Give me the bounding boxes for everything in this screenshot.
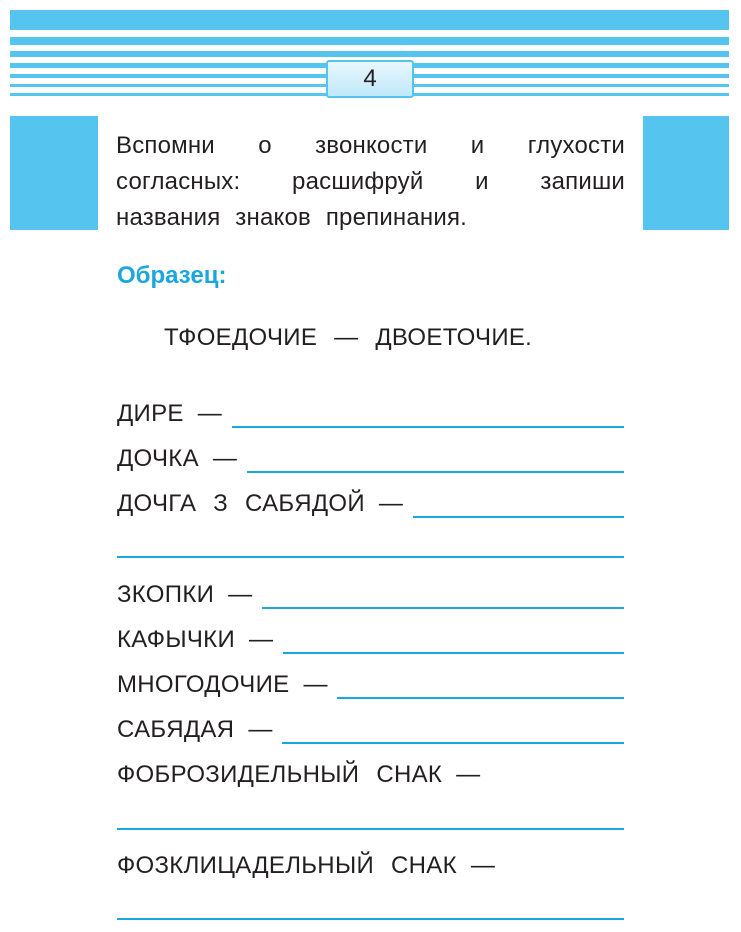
answer-line[interactable] [413, 492, 624, 518]
encoded-word: ДИРЕ [117, 400, 184, 427]
answer-row [117, 388, 624, 428]
encoded-word: САБЯДАЯ [117, 716, 235, 743]
answer-row [117, 704, 624, 744]
task-number [326, 60, 414, 98]
sample-example: ТФОЕДОЧИЕ — ДВОЕТОЧИЕ. [164, 324, 533, 351]
answer-row [117, 840, 624, 880]
dash: — [378, 490, 403, 517]
dash: — [197, 400, 222, 427]
dash: — [228, 581, 253, 608]
answer-row [117, 478, 624, 518]
answer-line[interactable] [247, 447, 624, 473]
answer-line-continuation[interactable] [117, 556, 624, 558]
encoded-word: МНОГОДОЧИЕ [117, 671, 290, 698]
task-instructions [98, 116, 643, 230]
answer-line[interactable] [117, 918, 624, 920]
dash: — [470, 852, 495, 879]
encoded-word: ЗКОПКИ [117, 581, 215, 608]
answer-line[interactable] [262, 583, 624, 609]
answer-line[interactable] [337, 673, 624, 699]
answer-line[interactable] [117, 828, 624, 830]
encoded-word: ФОЗКЛИЦАДЕЛЬНЫЙ СНАК [117, 852, 457, 879]
answer-line[interactable] [283, 628, 624, 654]
encoded-word: ДОЧКА [117, 445, 199, 472]
task-line: согласных: расшифруй и запиши [116, 168, 625, 195]
dash: — [212, 445, 237, 472]
task-line: Вспомни о звонкости и глухости [116, 132, 625, 159]
encoded-word: ФОБРОЗИДЕЛЬНЫЙ СНАК [117, 761, 443, 788]
task-line: названия знаков препинания. [116, 204, 468, 231]
dash: — [456, 761, 481, 788]
answer-row [117, 614, 624, 654]
dash: — [248, 716, 273, 743]
answer-row [117, 749, 624, 789]
task-number-text: 4 [363, 65, 377, 92]
answer-row [117, 659, 624, 699]
answer-row [117, 433, 624, 473]
answer-line[interactable] [282, 718, 624, 744]
sample-label: Образец: [117, 262, 227, 289]
encoded-word: КАФЫЧКИ [117, 626, 236, 653]
dash: — [303, 671, 328, 698]
answer-row [117, 569, 624, 609]
answer-line[interactable] [232, 402, 624, 428]
encoded-word: ДОЧГА З САБЯДОЙ [117, 490, 365, 517]
dash: — [249, 626, 274, 653]
